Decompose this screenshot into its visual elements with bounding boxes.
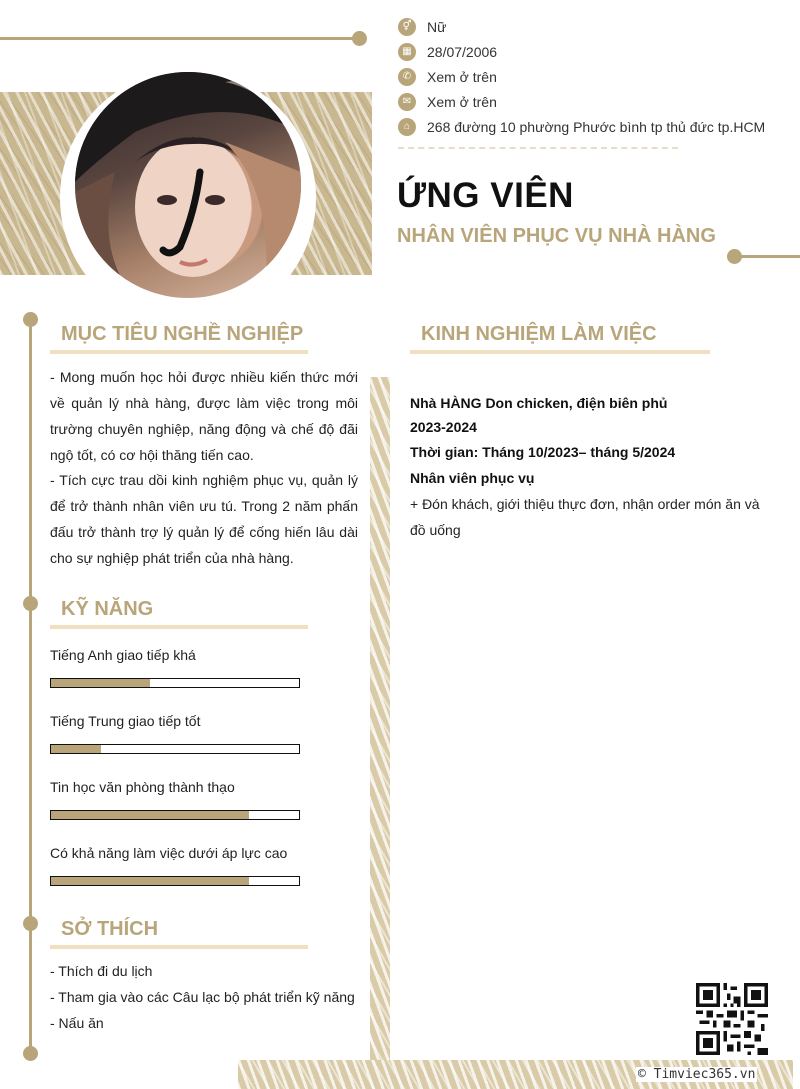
skill-bar [50, 744, 300, 754]
contact-divider [398, 147, 678, 149]
hobby-item: - Thích đi du lịch [50, 963, 153, 979]
experience-company: Nhà HÀNG Don chicken, điện biên phủ [410, 395, 668, 411]
hobbies-title-rule [50, 945, 308, 949]
experience-title: KINH NGHIỆM LÀM VIỆC [421, 323, 657, 345]
skill-bar [50, 810, 300, 820]
contact-gender [398, 14, 798, 39]
objective-title: MỤC TIÊU NGHỀ NGHIỆP [61, 323, 304, 345]
timeline-dot-top [23, 312, 38, 327]
contact-dob [398, 39, 798, 64]
calendar-icon: ▦ [398, 43, 416, 61]
objective-paragraph-2: - Tích cực trau dồi kinh nghiệm phục vụ, quản lý để trở thành nhân viên ưu tú. Trong 2 năm phấn đấu trở thành trợ lý quản lý để cống hiến lâu dài cho sự nghiệp phát triển của nhà hàng. [50, 472, 358, 566]
contact-email [398, 89, 798, 114]
objective-paragraph-1: - Mong muốn học hỏi được nhiều kiến thức mới về quản lý nhà hàng, được làm việc trong môi trường chuyên nghiệp, năng động và chế độ đãi ngộ tốt, có cơ hội thăng tiến cao. [50, 369, 358, 463]
avatar-photo [75, 72, 301, 298]
phone-icon: ✆ [398, 68, 416, 86]
contact-address [398, 114, 798, 139]
avatar-illustration [75, 72, 301, 298]
contact-info [398, 14, 798, 139]
experience-title-rule [410, 350, 710, 354]
timeline-dot-skills [23, 596, 38, 611]
header-decor-dot [352, 31, 367, 46]
skill-label: Tin học văn phòng thành thạo [50, 779, 235, 795]
skill-bar [50, 678, 300, 688]
position-decor-dot [727, 249, 742, 264]
position-decor-line [735, 255, 800, 258]
hobbies-title: SỞ THÍCH [61, 918, 159, 940]
gender-text: Nữ [427, 18, 447, 35]
skill-bar-fill [51, 679, 150, 687]
skills-title-rule [50, 625, 308, 629]
skill-bar-fill [51, 745, 101, 753]
skill-label: Tiếng Anh giao tiếp khá [50, 647, 196, 663]
footer-copyright: © Timviec365.vn [638, 1067, 756, 1082]
email-text: Xem ở trên [427, 93, 497, 110]
objective-title-rule [50, 350, 308, 354]
email-icon: ✉ [398, 93, 416, 111]
left-timeline [29, 317, 32, 1055]
skill-bar-fill [51, 877, 249, 885]
phone-text: Xem ở trên [427, 68, 497, 85]
column-divider-texture [370, 377, 390, 1067]
skill-label: Tiếng Trung giao tiếp tốt [50, 713, 201, 729]
timeline-dot-bottom [23, 1046, 38, 1061]
experience-period: Thời gian: Tháng 10/2023– tháng 5/2024 [410, 444, 676, 460]
applied-position: NHÂN VIÊN PHỤC VỤ NHÀ HÀNG [397, 225, 716, 247]
experience-years: 2023-2024 [410, 419, 477, 435]
dob-text: 28/07/2006 [427, 43, 498, 60]
timeline-dot-hobbies [23, 916, 38, 931]
experience-description: + Đón khách, giới thiệu thực đơn, nhận order món ăn và đồ uống [410, 496, 760, 538]
home-icon: ⌂ [398, 118, 416, 136]
skill-bar [50, 876, 300, 886]
qr-code [696, 983, 768, 1055]
hobby-item: - Tham gia vào các Câu lạc bộ phát triển kỹ năng [50, 989, 355, 1005]
candidate-name: ỨNG VIÊN [397, 176, 574, 215]
hobby-item: - Nấu ăn [50, 1015, 104, 1031]
skills-title: KỸ NĂNG [61, 598, 154, 620]
header-decor-line [0, 37, 358, 40]
address-text: 268 đường 10 phường Phước bình tp thủ đức tp.HCM [427, 118, 766, 135]
gender-icon: ⚥ [398, 18, 416, 36]
skill-label: Có khả năng làm việc dưới áp lực cao [50, 845, 288, 861]
experience-role: Nhân viên phục vụ [410, 470, 535, 486]
skill-bar-fill [51, 811, 249, 819]
contact-phone [398, 64, 798, 89]
